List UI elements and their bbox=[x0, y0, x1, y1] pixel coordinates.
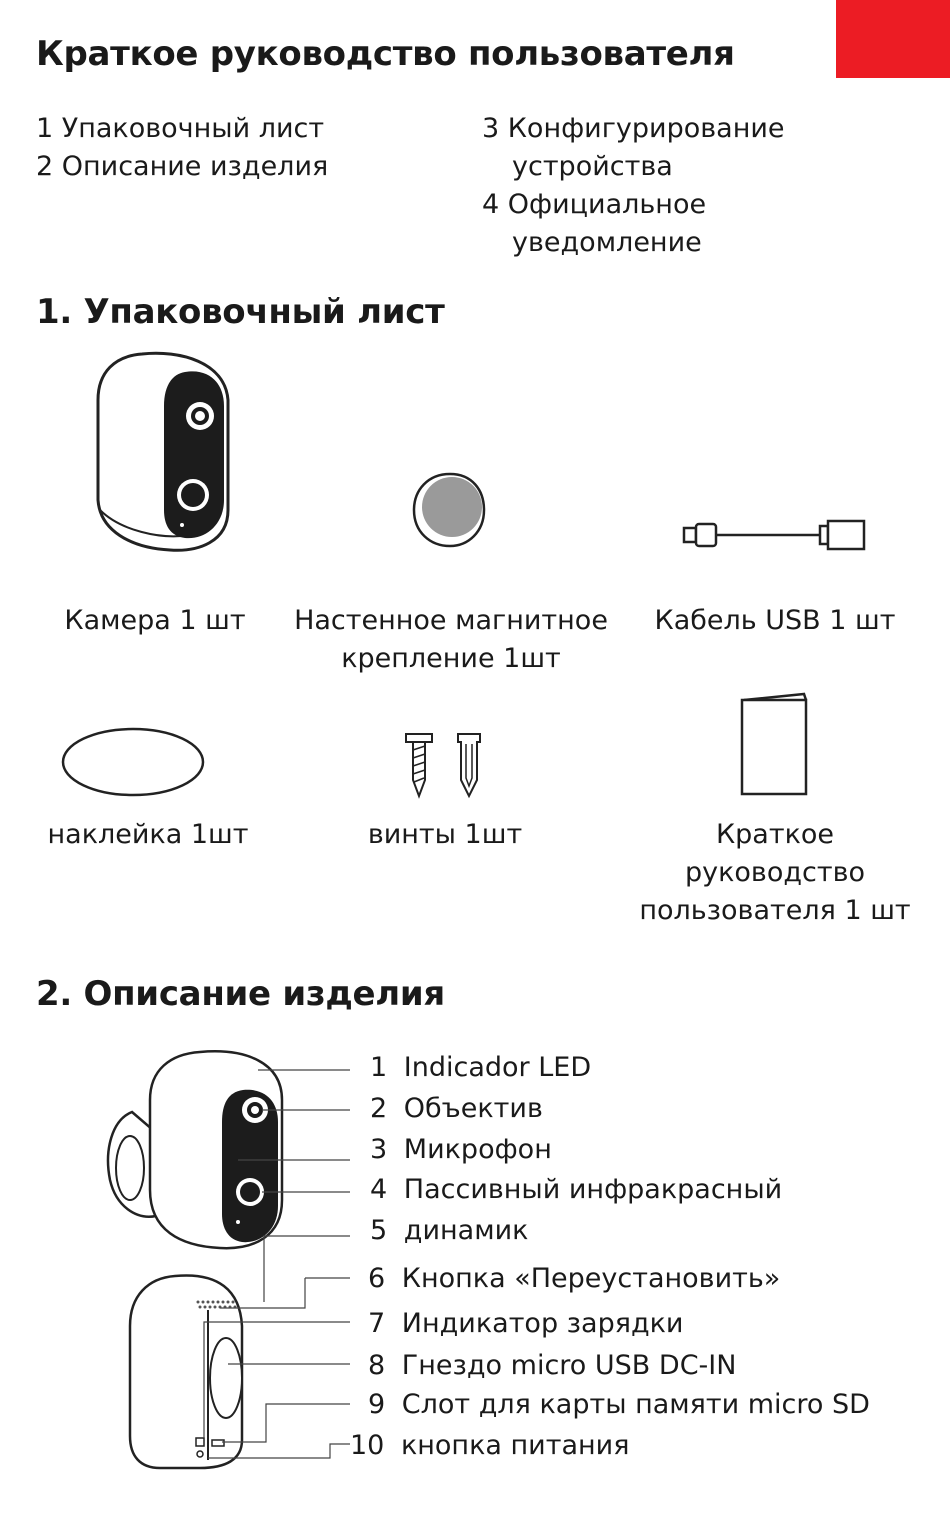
part-9-number: 9 bbox=[368, 1389, 386, 1420]
part-4-label: Пассивный инфракрасный bbox=[403, 1174, 783, 1205]
toc-item-3-cont: устройства bbox=[512, 151, 673, 182]
sticker-icon bbox=[60, 726, 206, 798]
magnetic-mount-icon bbox=[410, 470, 490, 550]
camera-icon bbox=[90, 350, 240, 555]
product-diagram bbox=[0, 1040, 380, 1480]
caption-usb-line1: Кабель USB 1 шт bbox=[654, 605, 896, 636]
section2-heading: 2. Описание изделия bbox=[36, 974, 445, 1014]
part-9 bbox=[368, 1389, 870, 1421]
caption-manual-line1: Краткое bbox=[715, 819, 835, 850]
part-7-label: Индикатор зарядки bbox=[401, 1308, 684, 1339]
caption-screws bbox=[330, 816, 560, 854]
part-4-number: 4 bbox=[370, 1174, 388, 1205]
part-4 bbox=[370, 1174, 782, 1206]
toc-item-3: 3 Конфигурирование bbox=[482, 113, 785, 144]
caption-usb-cable bbox=[640, 602, 910, 640]
caption-manual bbox=[620, 816, 930, 930]
manual-icon bbox=[738, 690, 812, 798]
part-7 bbox=[368, 1308, 683, 1340]
part-5-label: динамик bbox=[403, 1215, 529, 1246]
part-7-number: 7 bbox=[368, 1308, 386, 1339]
part-1 bbox=[370, 1052, 591, 1084]
caption-manual-line3: пользователя 1 шт bbox=[639, 895, 911, 926]
part-10-label: кнопка питания bbox=[400, 1430, 630, 1461]
part-8 bbox=[368, 1350, 736, 1382]
caption-magnetic-mount bbox=[280, 602, 622, 678]
part-3 bbox=[370, 1134, 552, 1166]
caption-camera bbox=[40, 602, 270, 640]
page-title: Краткое руководство пользователя bbox=[36, 34, 735, 74]
caption-camera-line1: Камера 1 шт bbox=[64, 605, 246, 636]
part-9-label: Слот для карты памяти micro SD bbox=[401, 1389, 870, 1420]
part-3-label: Микрофон bbox=[403, 1134, 552, 1165]
part-10-number: 10 bbox=[350, 1430, 385, 1461]
part-3-number: 3 bbox=[370, 1134, 388, 1165]
caption-manual-line2: руководство bbox=[684, 857, 866, 888]
part-2 bbox=[370, 1093, 543, 1125]
part-5 bbox=[370, 1215, 528, 1247]
caption-sticker-line1: наклейка 1шт bbox=[47, 819, 249, 850]
part-8-label: Гнездо micro USB DC-IN bbox=[401, 1350, 737, 1381]
toc-item-1: 1 Упаковочный лист bbox=[36, 113, 325, 144]
part-8-number: 8 bbox=[368, 1350, 386, 1381]
usb-cable-icon bbox=[680, 516, 870, 556]
caption-mount-line1: Настенное магнитное bbox=[294, 605, 608, 636]
part-1-number: 1 bbox=[370, 1052, 388, 1083]
section1-heading: 1. Упаковочный лист bbox=[36, 292, 445, 332]
caption-sticker bbox=[30, 816, 266, 854]
toc-right bbox=[482, 110, 785, 262]
screws-icon bbox=[398, 730, 490, 800]
leader-line-5 bbox=[264, 1236, 350, 1302]
toc-item-2: 2 Описание изделия bbox=[36, 151, 329, 182]
caption-screws-line1: винты 1шт bbox=[367, 819, 523, 850]
part-2-number: 2 bbox=[370, 1093, 388, 1124]
part-5-number: 5 bbox=[370, 1215, 388, 1246]
toc-item-4: 4 Официальное bbox=[482, 189, 707, 220]
part-2-label: Объектив bbox=[403, 1093, 543, 1124]
part-6-number: 6 bbox=[368, 1263, 386, 1294]
red-corner-tab bbox=[836, 0, 950, 78]
part-10 bbox=[350, 1430, 629, 1462]
part-6 bbox=[368, 1263, 780, 1295]
toc-left bbox=[36, 110, 328, 186]
part-1-label: Indicador LED bbox=[403, 1052, 592, 1083]
part-6-label: Кнопка «Переустановить» bbox=[401, 1263, 781, 1294]
toc-item-4-cont: уведомление bbox=[512, 227, 702, 258]
caption-mount-line2: крепление 1шт bbox=[341, 643, 561, 674]
